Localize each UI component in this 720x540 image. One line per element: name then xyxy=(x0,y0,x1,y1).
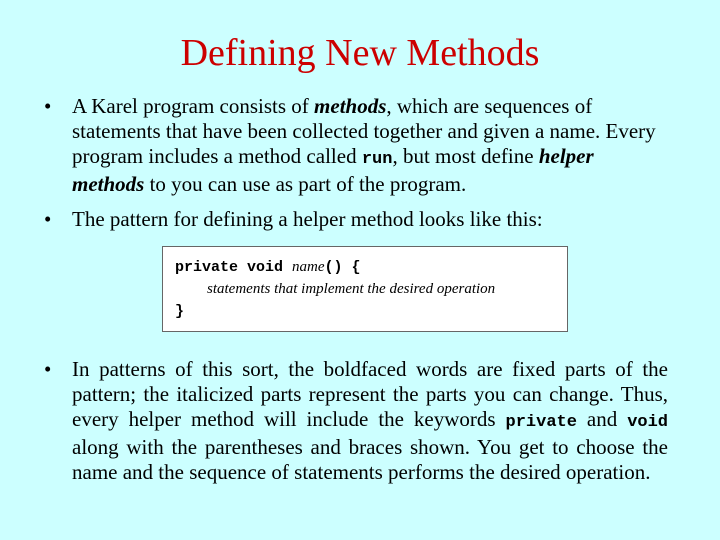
text-segment: along with the parentheses and braces shown. You get to choose the name and the sequence of statements performs the desired operation. xyxy=(72,435,668,484)
term-methods: methods xyxy=(314,94,387,118)
text-segment: , which are sequences of statements that have been collected together and given a name. Every program includes a method called xyxy=(72,94,656,168)
bullet-pattern xyxy=(44,207,668,232)
code-line-signature xyxy=(175,256,567,278)
text-segment: and xyxy=(576,407,628,431)
bullet-text xyxy=(72,357,668,485)
bullet-explanation xyxy=(44,357,668,485)
bullet-marker: • xyxy=(44,94,52,118)
bullet-text xyxy=(72,94,668,197)
text-segment: A Karel program consists of xyxy=(72,94,315,118)
code-line-close xyxy=(175,300,567,322)
code-keywords: private void xyxy=(175,259,293,276)
code-line-body xyxy=(175,278,567,300)
bullet-methods xyxy=(44,94,668,197)
text-segment: to you can use as part of the program. xyxy=(144,172,467,196)
bullet-marker: • xyxy=(44,357,52,381)
code-pattern-box xyxy=(162,246,568,332)
text-segment: , but most define xyxy=(392,144,539,168)
slide-title: Defining New Methods xyxy=(180,32,540,74)
code-statements: statements that implement the desired operation xyxy=(207,281,496,297)
text-segment: In patterns of this sort, the boldfaced words are fixed parts of the pattern; the italicized parts represent the parts you can change. Thus, every helper method will include the keywords xyxy=(72,357,668,431)
bullet-text: The pattern for defining a helper method looks like this: xyxy=(72,207,543,231)
code-run: run xyxy=(361,150,393,169)
code-void: void xyxy=(627,413,668,432)
code-parens-brace: () { xyxy=(324,259,361,276)
code-method-name: name xyxy=(292,259,325,275)
code-close-brace: } xyxy=(175,303,185,320)
bullet-marker: • xyxy=(44,207,52,231)
term-helper-methods: helper methods xyxy=(72,144,594,196)
code-private: private xyxy=(505,413,577,432)
